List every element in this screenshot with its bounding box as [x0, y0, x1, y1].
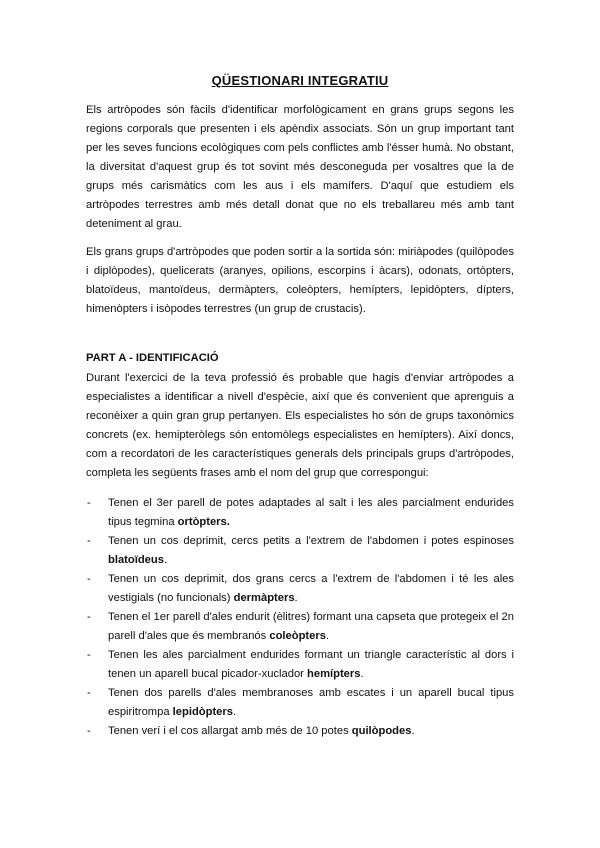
answer-text: quilòpodes — [351, 725, 412, 737]
answer-text: coleòpters — [269, 630, 326, 642]
answer-text: ortòpters. — [177, 516, 230, 528]
intro-paragraph-2: Els grans grups d'artròpodes que poden sortir a la sortida són: miriàpodes (quilòpodes i diplòpodes), quelicerats (aranyes, opilions, escorpins i àcars), odonats, ortòpters, blatoïdeus, mantoïdeus, dermàpters, coleòpters, hemípters, lepidòpters, dípters, himenòpters i isòpodes terrestres (un grup de crustacis). — [86, 246, 514, 315]
intro-paragraph-1: Els artròpodes són fàcils d'identificar morfològicament en grans grups segons les regions corporals que presenten i els apèndix associats. Són un grup important tant per les seves funcions ecològiques com pels conflictes amb l'ésser humà. No obstant, la diversitat d'aquest grup és tot sovint més desconeguda per vosaltres que la de grups més carismàtics com les aus i els mamífers. D'aquí que estudiem els artròpodes terrestres amb més detall donat que no els treballareu més amb tant deteniment al grau. — [86, 104, 514, 230]
list-item-tail: . — [360, 668, 364, 680]
page-title: QÜESTIONARI INTEGRATIU — [211, 73, 389, 88]
list-item-text: Tenen dos parells d'ales membranoses amb escates i un aparell bucal tipus espiritrompa — [108, 687, 514, 718]
list-item-text: Tenen un cos deprimit, cercs petits a l'extrem de l'abdomen i potes espinoses — [108, 535, 514, 547]
answer-text: lepidòpters — [172, 706, 233, 718]
list-item — [86, 494, 514, 532]
list-dash: - — [87, 497, 91, 509]
list-dash: - — [87, 687, 91, 699]
list-dash: - — [87, 573, 91, 585]
list-item-tail: . — [325, 630, 330, 642]
list-item-tail: . — [411, 725, 415, 737]
list-item — [86, 722, 514, 741]
section-heading-part-a: PART A - IDENTIFICACIÓ — [86, 352, 219, 364]
list-item-text: Tenen verí i el cos allargat amb més de 10 potes — [108, 725, 352, 737]
list-item-tail: . — [294, 592, 298, 604]
list-item — [86, 570, 514, 608]
list-item-tail: . — [163, 554, 168, 566]
list-item-text: Tenen un cos deprimit, dos grans cercs a l'extrem de l'abdomen i té les ales vestigials (no funcionals) — [108, 573, 514, 604]
list-item-text: Tenen el 1er parell d'ales endurit (èlitres) formant una capseta que protegeix el 2n parell d'ales que és membranós — [108, 611, 514, 642]
list-item — [86, 608, 514, 646]
list-dash: - — [87, 611, 91, 623]
list-dash: - — [87, 535, 91, 547]
answer-text: dermàpters — [233, 592, 295, 604]
list-item — [86, 684, 514, 722]
answer-text: blatoïdeus — [108, 554, 164, 566]
list-item — [86, 646, 514, 684]
list-item-tail: . — [232, 706, 237, 718]
list-dash: - — [87, 649, 91, 661]
list-item-text: Tenen les ales parcialment endurides formant un triangle característic al dors i tenen un aparell bucal picador-xuclador — [108, 649, 514, 680]
question-list — [86, 494, 514, 741]
answer-text: hemípters — [307, 668, 361, 680]
part-a-intro: Durant l'exercici de la teva professió és probable que hagis d'enviar artròpodes a especialistes a identificar a nivell d'espècie, així que és convenient que aprenguis a reconèixer a quin gran grup pertanyen. Els especialistes ho són de grups taxonòmics concrets (ex. hemipteròlegs són entomòlegs especialistes en hemípters). Així doncs, com a recordatori de les característiques generals dels principals grups d'artròpodes, completa les següents frases amb el nom del grup que correspongui: — [86, 372, 514, 479]
list-dash: - — [87, 725, 91, 737]
list-item — [86, 532, 514, 570]
list-item-text: Tenen el 3er parell de potes adaptades al salt i les ales parcialment endurides tipus tegmina — [108, 497, 514, 528]
